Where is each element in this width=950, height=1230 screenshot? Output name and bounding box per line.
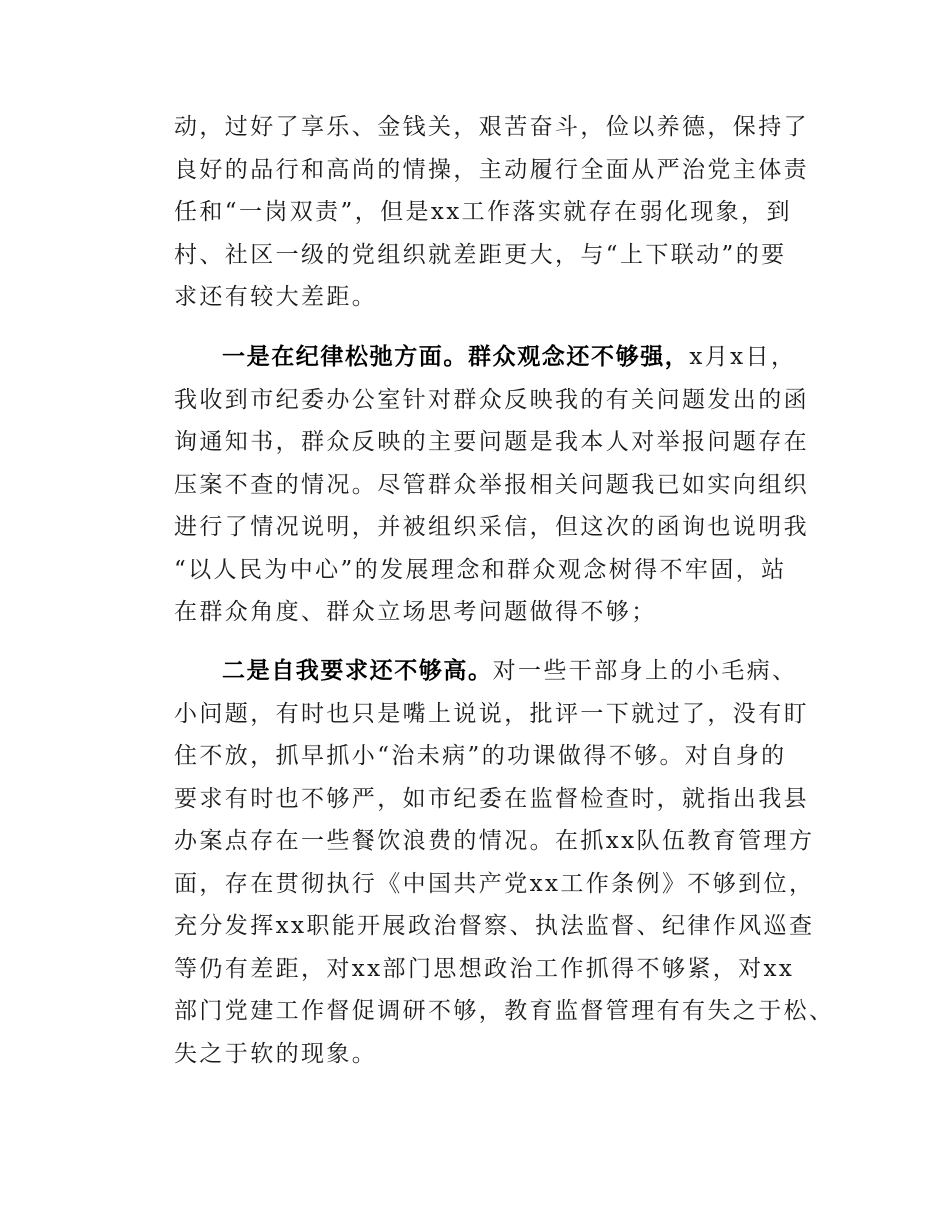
paragraph-line: 动，过好了享乐、金钱关，艰苦奋斗，俭以养德，保持了 [174, 114, 809, 140]
lead-text: x月x日， [689, 344, 797, 370]
lead-text: 对一些干部身上的小毛病、 [492, 658, 798, 684]
paragraph-line: 部门党建工作督促调研不够，教育监督管理有有失之于松、 [174, 998, 835, 1024]
paragraph-line: 住不放，抓早抓小“治未病”的功课做得不够。对自身的 [174, 743, 787, 769]
paragraph-line: 小问题，有时也只是嘴上说说，批评一下就过了，没有盯 [174, 700, 809, 727]
paragraph-line: 面，存在贯彻执行《中国共产党xx工作条例》不够到位， [174, 870, 815, 897]
paragraph-line: 充分发挥xx职能开展政治督察、执法监督、纪律作风巡查 [174, 913, 815, 939]
bold-heading: 二是自我要求还不够高。 [222, 658, 493, 684]
paragraph-discipline [174, 336, 810, 634]
paragraph-line: 失之于软的现象。 [174, 1040, 378, 1067]
paragraph-line: 询通知书，群众反映的主要问题是我本人对举报问题存在 [174, 429, 809, 455]
paragraph-line: 求还有较大差距。 [174, 284, 378, 310]
paragraph-line: 要求有时也不够严，如市纪委在监督检查时，就指出我县 [174, 785, 809, 812]
paragraph-self-requirement [174, 650, 835, 1075]
paragraph-lead-line [174, 650, 810, 693]
paragraph-line: 村、社区一级的党组织就差距更大，与“上下联动”的要 [174, 241, 787, 268]
paragraph-line: 良好的品行和高尚的情操，主动履行全面从严治党主体责 [174, 156, 809, 183]
paragraph-line: 我收到市纪委办公室针对群众反映我的有关问题发出的函 [174, 386, 809, 413]
paragraph-line: 进行了情况说明，并被组织采信，但这次的函询也说明我 [174, 514, 809, 540]
paragraph-line: 任和“一岗双责”，但是xx工作落实就存在弱化现象，到 [174, 199, 792, 225]
paragraph-line: “以人民为中心”的发展理念和群众观念树得不牢固，站 [174, 556, 787, 583]
paragraph-lead-line [174, 336, 810, 379]
paragraph-line: 办案点存在一些餐饮浪费的情况。在抓xx队伍教育管理方 [174, 828, 815, 854]
paragraph-line: 在群众角度、群众立场思考问题做得不够； [174, 599, 657, 625]
paragraph-line: 等仍有差距，对xx部门思想政治工作抓得不够紧，对xx [174, 955, 795, 982]
paragraph-continuation [174, 106, 810, 319]
paragraph-line: 压案不查的情况。尽管群众举报相关问题我已如实向组织 [174, 471, 809, 498]
bold-heading: 一是在纪律松弛方面。群众观念还不够强， [222, 344, 690, 370]
